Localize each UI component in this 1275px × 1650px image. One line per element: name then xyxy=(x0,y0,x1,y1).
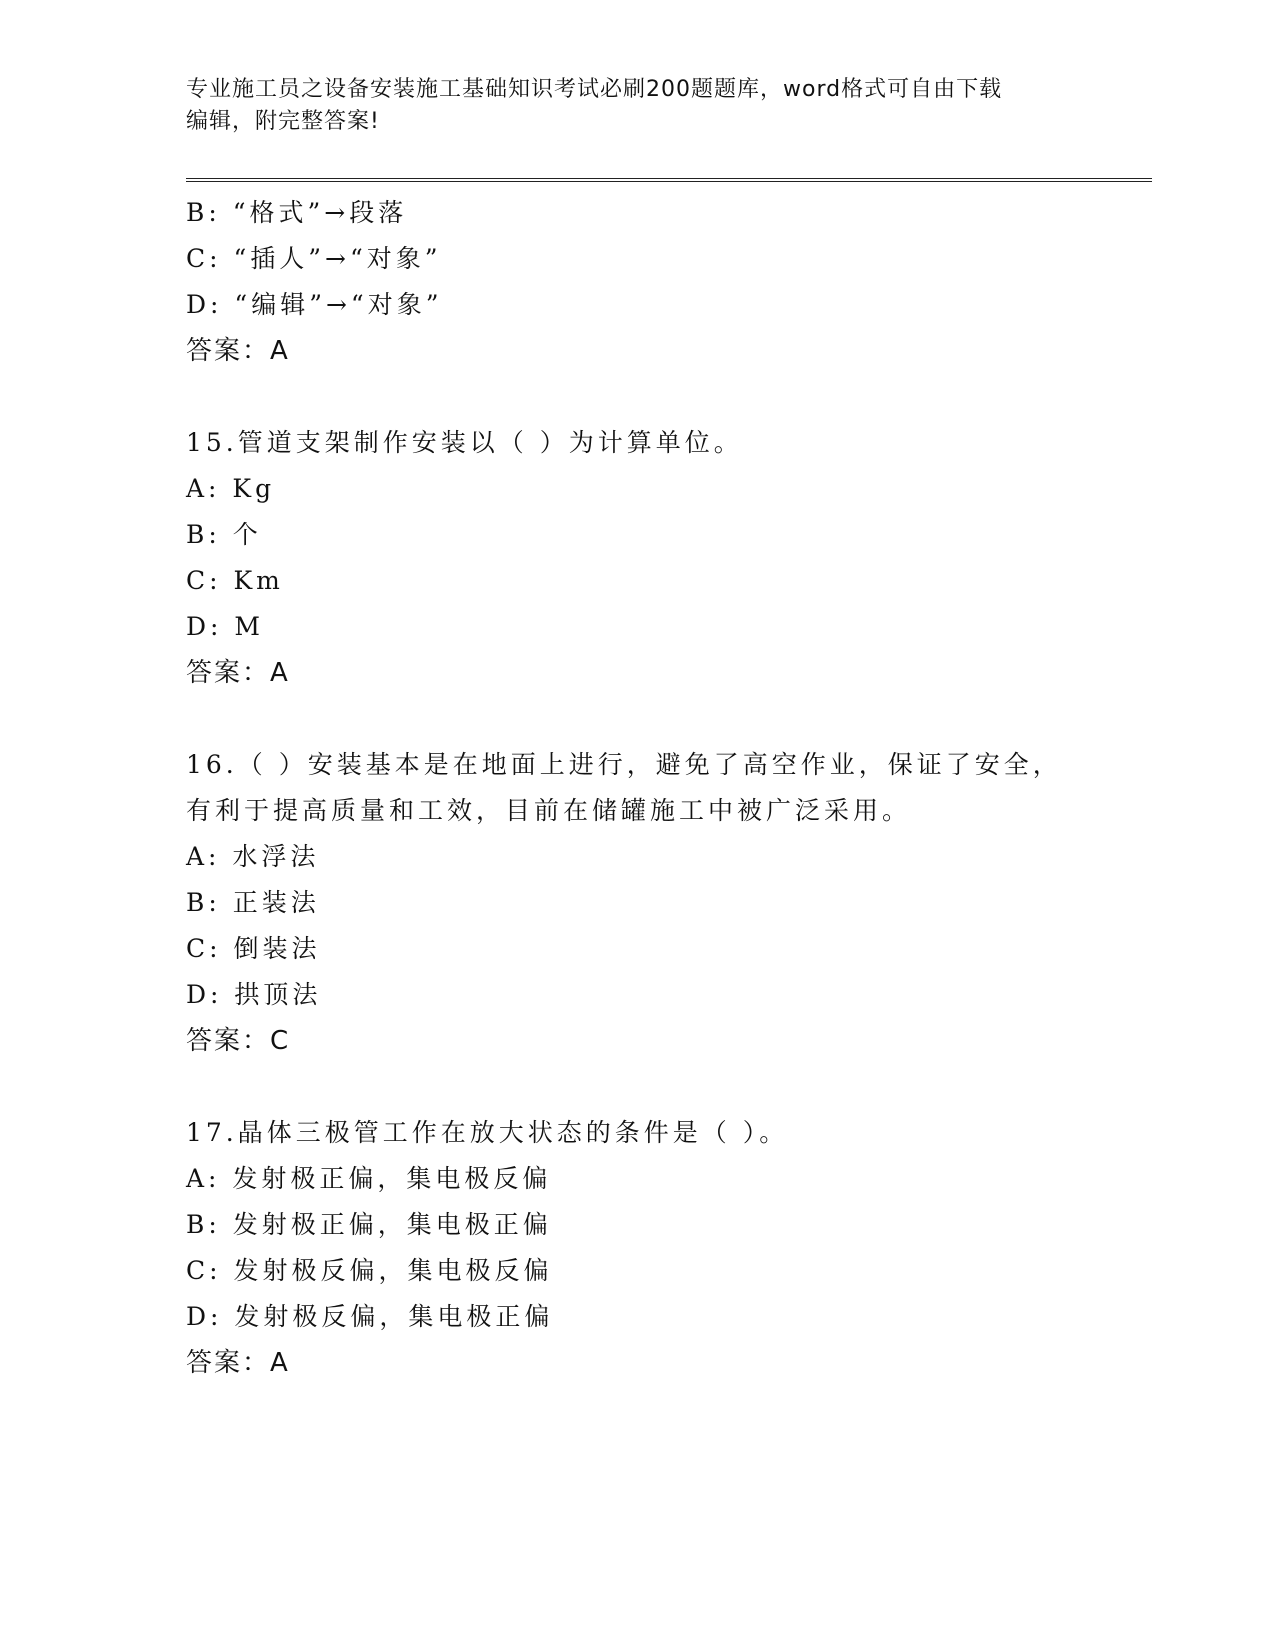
q16-option-d: D: 拱顶法 xyxy=(186,980,322,1009)
question-15-block xyxy=(186,420,1066,696)
q14-option-b: B: “格式”→段落 xyxy=(186,198,408,227)
q15-question: 15.管道支架制作安装以（ ）为计算单位。 xyxy=(186,428,743,457)
spacer xyxy=(186,374,1066,420)
q16-question-line1: 16.（ ）安装基本是在地面上进行，避免了高空作业，保证了安全， xyxy=(186,750,1062,779)
q17-option-a: A: 发射极正偏，集电极反偏 xyxy=(186,1164,552,1193)
q14-option-c: C: “插人”→“对象” xyxy=(186,244,442,273)
header-title-line1: 专业施工员之设备安装施工基础知识考试必刷200题题库，word格式可自由下载 xyxy=(186,77,1003,102)
header-title-line2: 编辑，附完整答案! xyxy=(186,109,380,134)
q16-option-a: A: 水浮法 xyxy=(186,842,320,871)
q16-option-c: C: 倒装法 xyxy=(186,934,321,963)
question-16-block xyxy=(186,742,1066,1064)
document-header xyxy=(186,74,1066,138)
spacer xyxy=(186,696,1066,742)
q17-option-b: B: 发射极正偏，集电极正偏 xyxy=(186,1210,552,1239)
spacer xyxy=(186,1064,1066,1110)
q15-option-a: A: Kg xyxy=(186,474,276,503)
header-divider xyxy=(186,178,1152,182)
q16-question-line2: 有利于提高质量和工效，目前在储罐施工中被广泛采用。 xyxy=(186,796,912,825)
q17-answer: 答案：A xyxy=(186,1348,290,1378)
q15-option-d: D: M xyxy=(186,612,265,641)
q15-option-b: B: 个 xyxy=(186,520,262,549)
q17-question: 17.晶体三极管工作在放大状态的条件是（ ）。 xyxy=(186,1118,789,1147)
q17-option-d: D: 发射极反偏，集电极正偏 xyxy=(186,1302,554,1331)
q14-answer: 答案：A xyxy=(186,336,290,366)
q16-answer: 答案：C xyxy=(186,1026,291,1056)
q15-option-c: C: Km xyxy=(186,566,284,595)
document-body xyxy=(186,190,1066,1386)
question-14-block xyxy=(186,190,1066,374)
q15-answer: 答案：A xyxy=(186,658,290,688)
q14-option-d: D: “编辑”→“对象” xyxy=(186,290,443,319)
q17-option-c: C: 发射极反偏，集电极反偏 xyxy=(186,1256,553,1285)
q16-option-b: B: 正装法 xyxy=(186,888,320,917)
question-17-block xyxy=(186,1110,1066,1386)
